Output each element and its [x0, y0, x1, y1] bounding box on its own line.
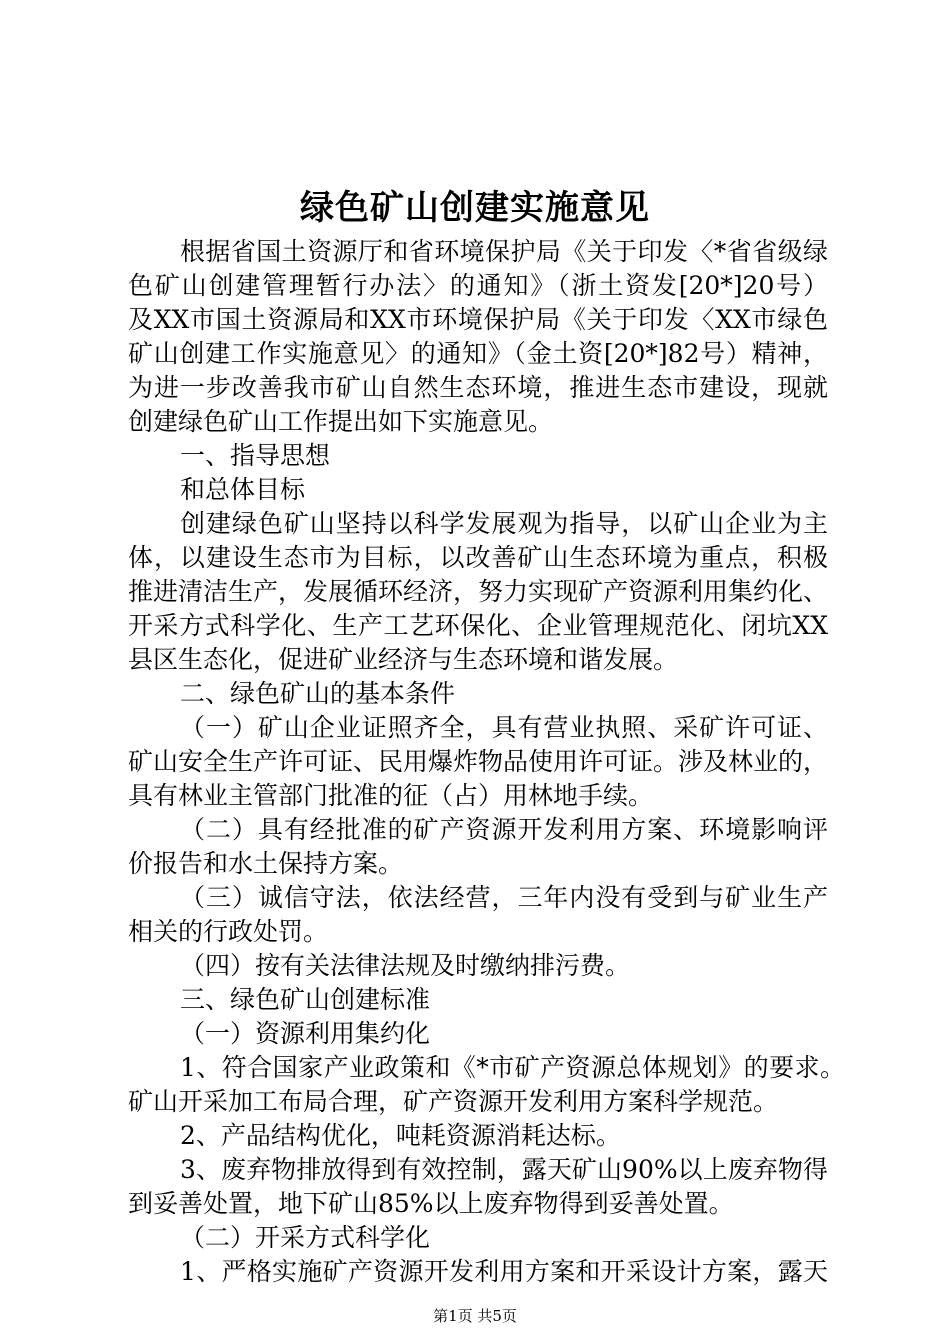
paragraph-line: 矿山安全生产许可证、民用爆炸物品使用许可证。涉及林业的， — [128, 747, 829, 776]
paragraph-line: 具有林业主管部门批准的征（占）用林地手续。 — [128, 781, 654, 810]
paragraph-line: 1、符合国家产业政策和《*市矿产资源总体规划》的要求。 — [180, 1053, 845, 1082]
paragraph-line: 1、严格实施矿产资源开发利用方案和开采设计方案，露天 — [180, 1257, 828, 1286]
paragraph-line: 矿山开采加工布局合理，矿产资源开发利用方案科学规范。 — [128, 1087, 779, 1116]
section-heading: 一、指导思想 — [180, 441, 331, 470]
paragraph-line: 到妥善处置，地下矿山85%以上废弃物得到妥善处置。 — [128, 1189, 734, 1218]
paragraph-line: （三）诚信守法，依法经营，三年内没有受到与矿业生产 — [180, 883, 828, 912]
document-title: 绿色矿山创建实施意见 — [300, 188, 650, 228]
section-heading: 二、绿色矿山的基本条件 — [180, 679, 456, 708]
section-heading: 三、绿色矿山创建标准 — [180, 985, 431, 1014]
paragraph-line: （四）按有关法律法规及时缴纳排污费。 — [180, 951, 631, 980]
paragraph-line: 色矿山创建管理暂行办法〉的通知》（浙土资发[20*]20号） — [128, 271, 828, 300]
subsection-heading: （一）资源利用集约化 — [180, 1019, 431, 1048]
paragraph-line: 创建绿色矿山工作提出如下实施意见。 — [128, 407, 554, 436]
section-heading: 和总体目标 — [180, 475, 306, 504]
paragraph-line: 价报告和水土保持方案。 — [128, 849, 404, 878]
page-number-footer: 第1页 共5页 — [433, 1307, 517, 1325]
paragraph-line: 开采方式科学化、生产工艺环保化、企业管理规范化、闭坑XX — [128, 611, 828, 640]
paragraph-line: （二）具有经批准的矿产资源开发利用方案、环境影响评 — [180, 815, 828, 844]
subsection-heading: （二）开采方式科学化 — [180, 1223, 431, 1252]
paragraph-line: 县区生态化，促进矿业经济与生态环境和谐发展。 — [128, 645, 679, 674]
paragraph-line: 体，以建设生态市为目标，以改善矿山生态环境为重点，积极 — [128, 543, 828, 572]
paragraph-line: 3、废弃物排放得到有效控制，露天矿山90%以上废弃物得 — [180, 1155, 828, 1184]
paragraph-line: 矿山创建工作实施意见〉的通知》（金土资[20*]82号）精神， — [128, 339, 828, 368]
paragraph-line: 根据省国土资源厅和省环境保护局《关于印发〈*省省级绿 — [180, 237, 828, 266]
paragraph-line: 相关的行政处罚。 — [128, 917, 329, 946]
paragraph-line: 创建绿色矿山坚持以科学发展观为指导，以矿山企业为主 — [180, 509, 828, 538]
paragraph-line: （一）矿山企业证照齐全，具有营业执照、采矿许可证、 — [180, 713, 828, 742]
paragraph-line: 推进清洁生产，发展循环经济，努力实现矿产资源利用集约化、 — [128, 577, 829, 606]
paragraph-line: 及XX市国土资源局和XX市环境保护局《关于印发〈XX市绿色 — [128, 305, 828, 334]
paragraph-line: 2、产品结构优化，吨耗资源消耗达标。 — [180, 1121, 621, 1150]
paragraph-line: 为进一步改善我市矿山自然生态环境，推进生态市建设，现就 — [128, 373, 828, 402]
